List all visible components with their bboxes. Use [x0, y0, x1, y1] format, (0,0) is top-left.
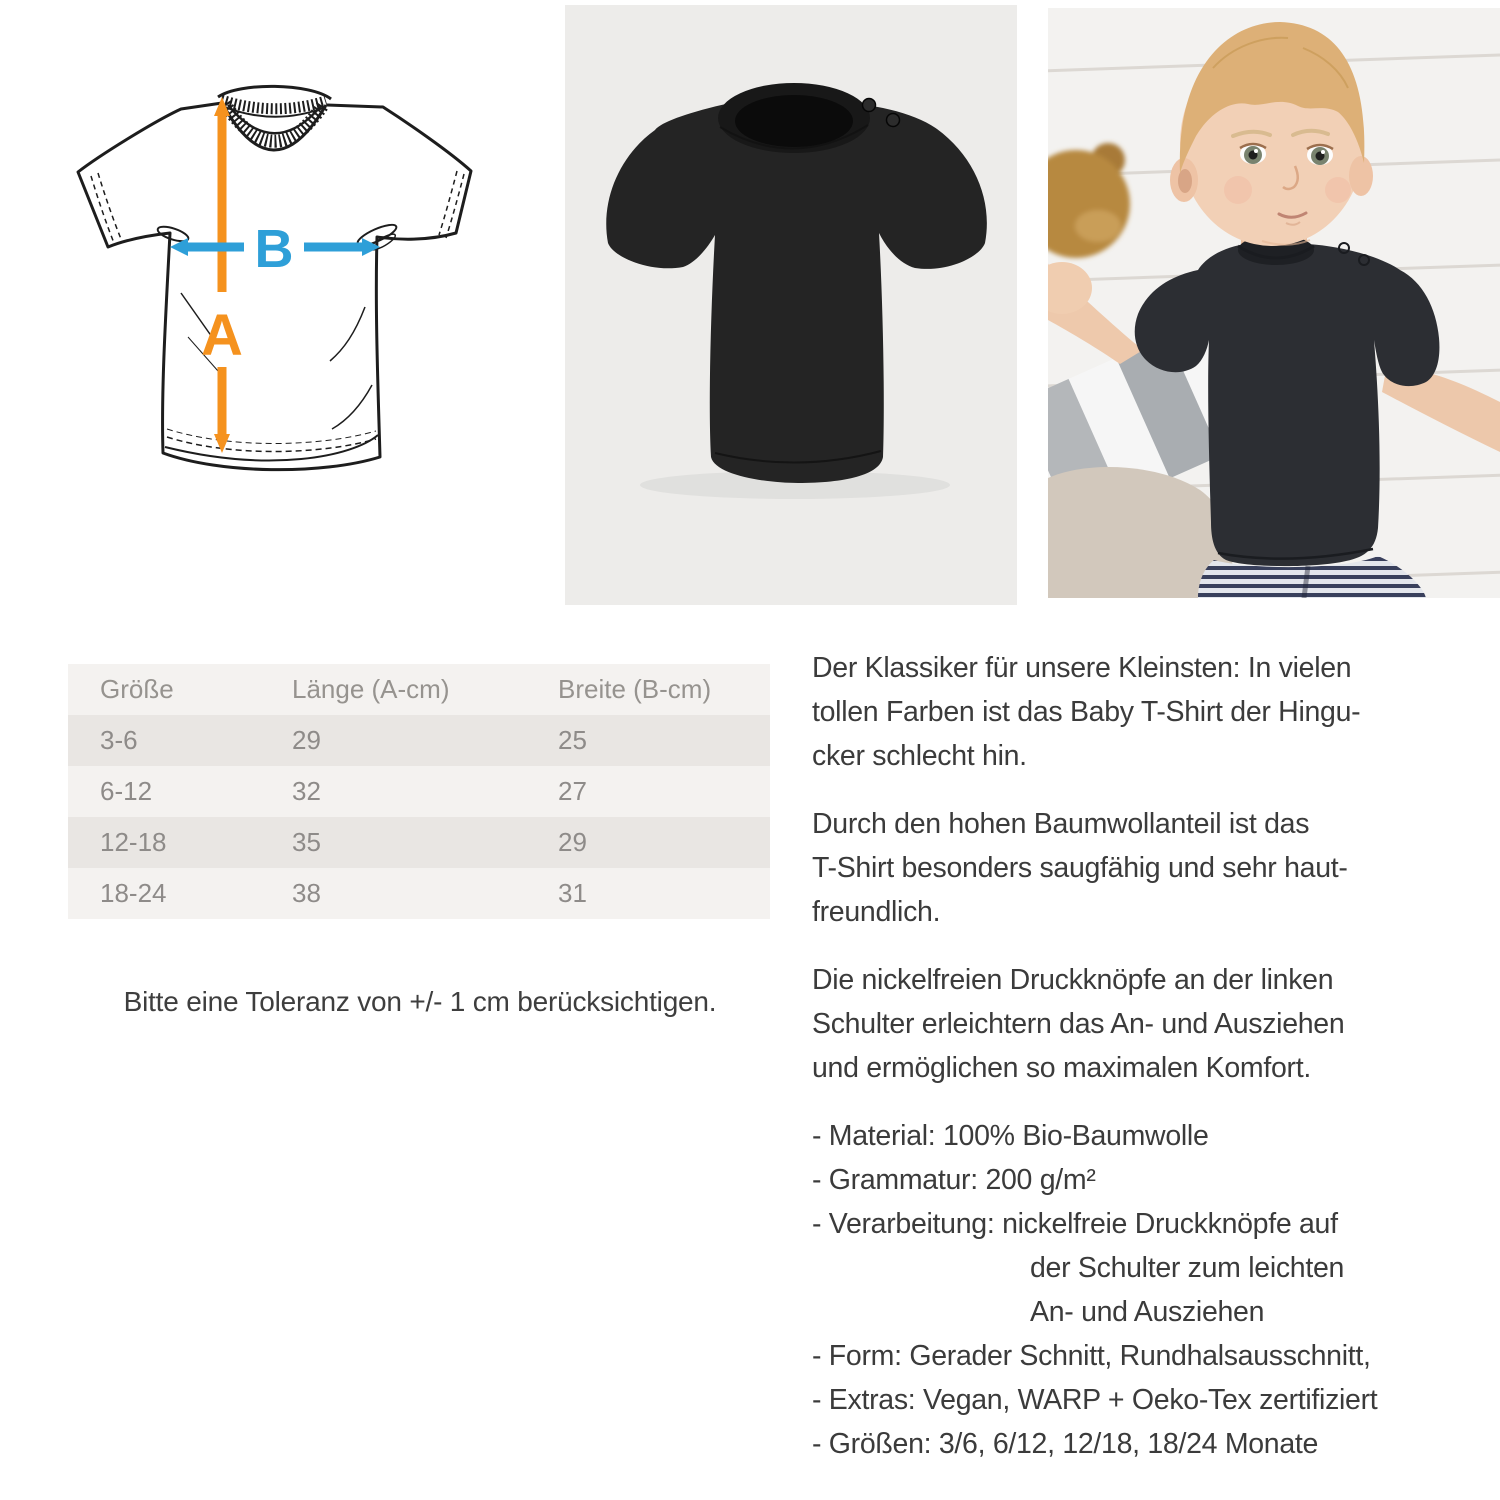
- size-table-header-row: [68, 664, 770, 715]
- size-row: [68, 715, 770, 766]
- spec-line: - Grammatur: 200 g/m²: [812, 1164, 1096, 1196]
- spec-line: - Extras: Vegan, WARP + Oeko-Tex zertifiziert: [812, 1384, 1378, 1416]
- spec-line: - Größen: 3/6, 6/12, 12/18, 18/24 Monate: [812, 1428, 1319, 1460]
- text-line: Der Klassiker für unsere Kleinsten: In vielen: [812, 652, 1352, 684]
- measurement-diagram-panel: [0, 0, 560, 620]
- description-paragraph-2: [812, 802, 1472, 934]
- spec-line: - Form: Gerader Schnitt, Rundhalsausschnitt,: [812, 1340, 1371, 1372]
- text-line: cker schlecht hin.: [812, 740, 1027, 772]
- col-header-size: Größe: [68, 664, 260, 715]
- spec-list: [812, 1114, 1472, 1466]
- size-cell: 29: [526, 817, 770, 868]
- tolerance-note: Bitte eine Toleranz von +/- 1 cm berücksichtigen.: [123, 986, 717, 1017]
- text-line: tollen Farben ist das Baby T-Shirt der Hingu-: [812, 696, 1361, 728]
- size-cell: 38: [260, 868, 526, 919]
- text-line: freundlich.: [812, 896, 941, 928]
- spec-line: der Schulter zum leichten: [1030, 1252, 1345, 1284]
- text-line: Durch den hohen Baumwollanteil ist das: [812, 808, 1310, 840]
- size-cell: 25: [526, 715, 770, 766]
- size-cell: 31: [526, 868, 770, 919]
- size-row: [68, 766, 770, 817]
- text-line: Die nickelfreien Druckknöpfe an der linken: [812, 964, 1334, 996]
- size-cell: 29: [260, 715, 526, 766]
- size-row: [68, 817, 770, 868]
- black-tshirt-product-photo: [565, 5, 1017, 605]
- size-cell: 18-24: [68, 868, 260, 919]
- description-paragraph-1: [812, 646, 1472, 778]
- product-photo-panel: [565, 5, 1017, 605]
- text-line: und ermöglichen so maximalen Komfort.: [812, 1052, 1311, 1084]
- width-label: B: [254, 219, 294, 279]
- baby-model-photo: [1048, 8, 1500, 598]
- length-label: A: [201, 303, 243, 368]
- model-photo-panel: [1048, 8, 1500, 598]
- col-header-length: Länge (A-cm): [260, 664, 526, 715]
- size-cell: 3-6: [68, 715, 260, 766]
- size-cell: 32: [260, 766, 526, 817]
- product-description: [812, 646, 1472, 1466]
- description-paragraph-3: [812, 958, 1472, 1090]
- text-line: T-Shirt besonders saugfähig und sehr haut-: [812, 852, 1348, 884]
- size-cell: 27: [526, 766, 770, 817]
- size-cell: 6-12: [68, 766, 260, 817]
- text-line: Schulter erleichtern das An- und Ausziehen: [812, 1008, 1345, 1040]
- size-row: [68, 868, 770, 919]
- size-table: [68, 664, 770, 919]
- spec-line: - Material: 100% Bio-Baumwolle: [812, 1120, 1209, 1152]
- spec-line: An- und Ausziehen: [1030, 1296, 1265, 1328]
- size-cell: 12-18: [68, 817, 260, 868]
- col-header-width: Breite (B-cm): [526, 664, 770, 715]
- spec-line: - Verarbeitung: nickelfreie Druckknöpfe auf: [812, 1208, 1338, 1240]
- size-cell: 35: [260, 817, 526, 868]
- tshirt-measurement-diagram: [60, 75, 515, 525]
- tshirt-outline: [78, 103, 471, 470]
